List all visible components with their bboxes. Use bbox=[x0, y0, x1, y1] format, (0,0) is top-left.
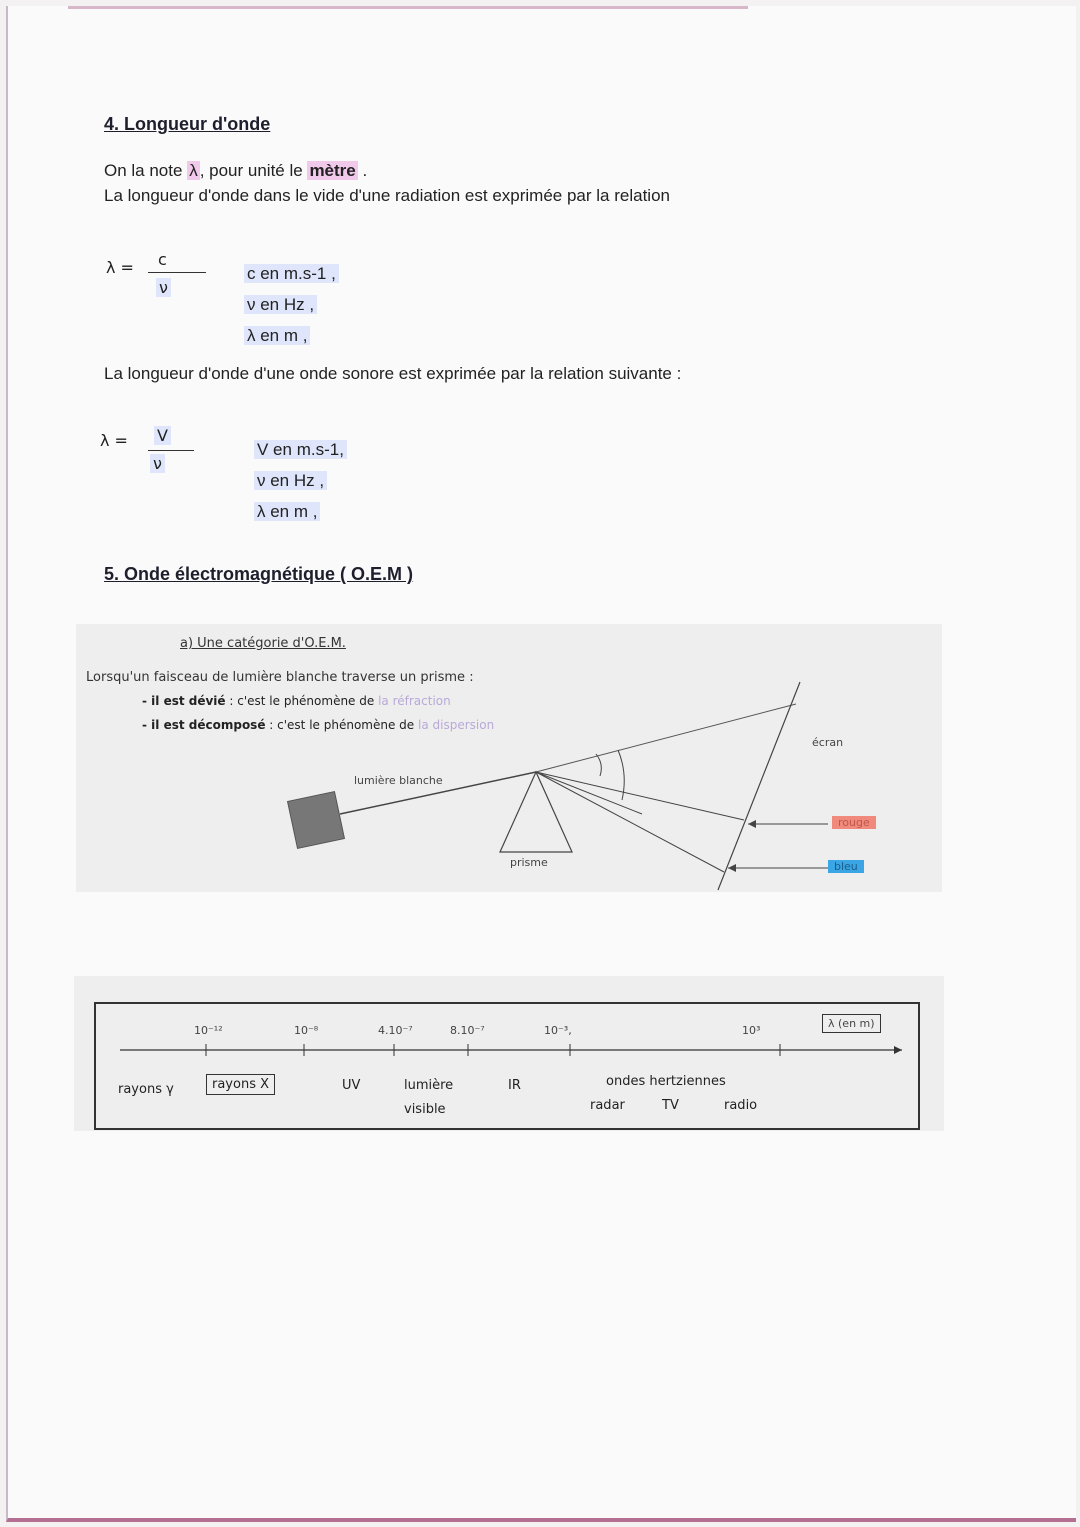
formula1-unit-lambda: λ en m , bbox=[244, 326, 310, 345]
region-radar: radar bbox=[590, 1098, 625, 1113]
region-hertz: ondes hertziennes bbox=[606, 1074, 726, 1089]
formula2-units bbox=[254, 434, 347, 527]
angle-arc-2 bbox=[618, 750, 624, 800]
intro-part-1: On la note bbox=[104, 161, 183, 180]
blue-ray bbox=[536, 772, 724, 872]
formula2-unit-v: V en m.s-1, bbox=[254, 440, 347, 459]
formula2-unit-lambda: λ en m , bbox=[254, 502, 320, 521]
light-source-box bbox=[288, 792, 345, 849]
intro-line-2: La longueur d'onde dans le vide d'une radiation est exprimée par la relation bbox=[104, 186, 670, 205]
label-prism: prisme bbox=[510, 856, 548, 869]
axis-unit-label: λ (en m) bbox=[822, 1014, 881, 1033]
tick-label-6: 10³ bbox=[742, 1024, 761, 1037]
spectrum-box bbox=[94, 1002, 920, 1130]
bullet2-b: : c'est le phénomène de bbox=[269, 718, 415, 732]
bullet1-c: la réfraction bbox=[378, 694, 451, 708]
tick-label-2: 10⁻⁸ bbox=[294, 1024, 319, 1037]
top-border-line bbox=[68, 6, 748, 9]
label-screen: écran bbox=[812, 736, 844, 749]
formula1-numerator: c bbox=[158, 250, 167, 269]
intro-end: . bbox=[362, 161, 368, 180]
figure-line-1: Lorsqu'un faisceau de lumière blanche traverse un prisme : bbox=[86, 670, 474, 685]
tick-label-4: 8.10⁻⁷ bbox=[450, 1024, 485, 1037]
prism-figure bbox=[76, 624, 942, 892]
prism-diagram bbox=[76, 624, 942, 892]
spectrum-axis bbox=[96, 1004, 918, 1128]
region-tv: TV bbox=[662, 1098, 679, 1113]
formula1-unit-nu: ν en Hz , bbox=[244, 295, 317, 314]
axis-arrowhead bbox=[894, 1046, 902, 1054]
intro-part-2: , pour unité le bbox=[199, 161, 303, 180]
angle-arc-1 bbox=[596, 754, 601, 776]
formula2-numerator: V bbox=[154, 426, 171, 445]
formula1-denominator: ν bbox=[156, 278, 171, 297]
formula1-units bbox=[244, 258, 339, 351]
section-4-title: 4. Longueur d'onde bbox=[104, 114, 271, 134]
label-red: rouge bbox=[832, 816, 876, 829]
formula1-fraction-bar bbox=[148, 272, 206, 273]
formula2-lhs: λ = bbox=[100, 431, 128, 450]
bullet2-a: - il est décomposé bbox=[142, 718, 266, 732]
region-uv: UV bbox=[342, 1078, 361, 1093]
tick-label-3: 4.10⁻⁷ bbox=[378, 1024, 413, 1037]
label-white-light: lumière blanche bbox=[354, 774, 443, 787]
region-gamma: rayons γ bbox=[118, 1082, 174, 1097]
red-arrowhead bbox=[748, 820, 756, 828]
normal-line bbox=[536, 704, 796, 772]
lambda-symbol: λ bbox=[189, 161, 198, 180]
prism-triangle bbox=[500, 772, 572, 852]
blue-arrowhead bbox=[728, 864, 736, 872]
bullet2-c: la dispersion bbox=[418, 718, 495, 732]
formula1-lhs: λ = bbox=[106, 258, 134, 277]
formula2-denominator: ν bbox=[150, 454, 165, 473]
sound-wave-line: La longueur d'onde d'une onde sonore est exprimée par la relation suivante : bbox=[104, 364, 682, 383]
figure-subtitle: a) Une catégorie d'O.E.M. bbox=[180, 636, 346, 651]
region-visible-2: visible bbox=[404, 1102, 446, 1117]
intro-line-1 bbox=[104, 161, 367, 181]
label-blue: bleu bbox=[828, 860, 864, 873]
region-xray: rayons X bbox=[206, 1074, 275, 1095]
formula1-unit-c: c en m.s-1 , bbox=[244, 264, 339, 283]
tick-label-1: 10⁻¹² bbox=[194, 1024, 223, 1037]
unit-word: mètre bbox=[309, 161, 356, 180]
region-ir: IR bbox=[508, 1078, 521, 1093]
tick-label-5: 10⁻³, bbox=[544, 1024, 572, 1037]
formula2-unit-nu: ν en Hz , bbox=[254, 471, 327, 490]
document-page bbox=[6, 6, 1076, 1522]
region-radio: radio bbox=[724, 1098, 758, 1113]
formula2-fraction-bar bbox=[148, 450, 194, 451]
bullet1-b: : c'est le phénomène de bbox=[229, 694, 375, 708]
region-visible-1: lumière bbox=[404, 1078, 454, 1093]
section-5-title: 5. Onde électromagnétique ( O.E.M ) bbox=[104, 564, 414, 584]
bullet1-a: - il est dévié bbox=[142, 694, 226, 708]
